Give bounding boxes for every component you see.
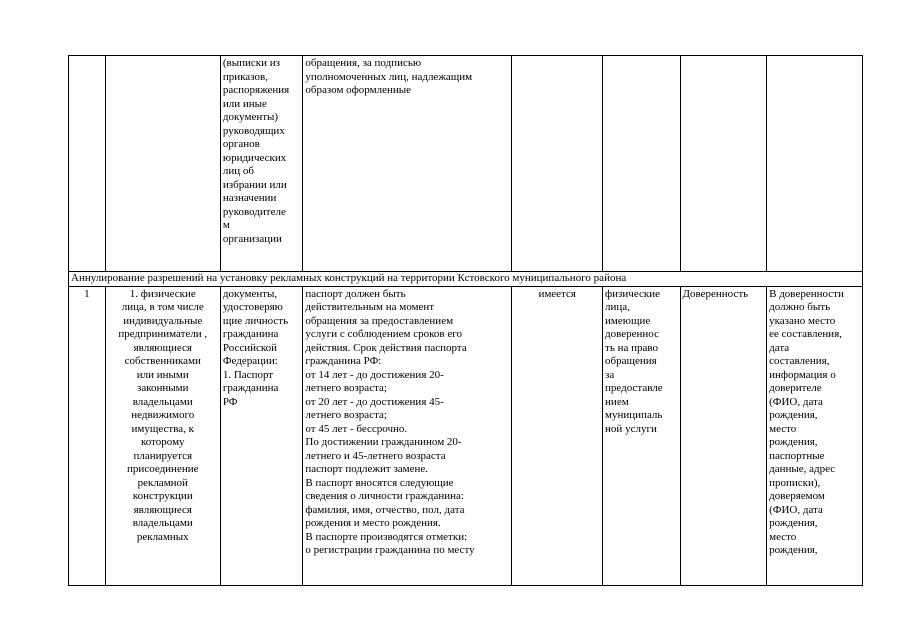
table-cell (69, 56, 106, 272)
table-cell (303, 56, 512, 272)
section-header-row (69, 272, 863, 287)
table-row (69, 56, 863, 272)
passport-requirements: паспорт должен быть действительным на момент обращения за предоставлением услуги с соблюдением сроков его действия. Срок действия паспорта гражданина РФ: от 14 лет - до достижения 20- летнего возраста; от 20 лет - до достижения 45- летнего возраста; от 45 лет - бессрочно. По достижении гражданином 20- летнего и 45-летнего возраста паспорт подлежит замене. В паспорт вносятся следующие сведения о личности гражданина: фамилия, имя, отчество, пол, дата рождения и место рождения. В паспорте производятся отметки: о регистрации гражданина по месту (303, 286, 512, 585)
table-row (69, 286, 863, 585)
table-cell (105, 56, 220, 272)
table-cell (767, 56, 863, 272)
table-cell (680, 56, 767, 272)
authority-document-requirements: В доверенности должно быть указано место ее составления, дата составления, информация о доверителе (ФИО, дата рождения, место рождения, паспортные данные, адрес прописки), доверяемом (ФИО, дата рождения, место рождения, (767, 286, 863, 585)
authorized-persons: физические лица, имеющие довереннос ть на право обращения за предоставле нием муниципаль ной услуги (603, 286, 680, 585)
table-cell (512, 56, 603, 272)
representation-availability: имеется (512, 286, 603, 585)
management-documents-text: (выписки из приказов, распоряжения или иные документы) руководящих органов юридических лиц об избрании или назначении руководителе м организации (222, 57, 290, 245)
row-number: 1 (69, 286, 106, 585)
identity-documents: документы, удостоверяю щие личность гражданина Российской Федерации: 1. Паспорт гражданина РФ (220, 286, 303, 585)
table-cell (220, 56, 303, 272)
applicant-category: 1. физические лица, в том числе индивидуальные предприниматели , являющиеся собственниками или иными законными владельцами недвижимого имущества, к которому планируется присоединение рекламной конструкции являющиеся владельцами рекламных (105, 286, 220, 585)
section-title: Аннулирование разрешений на установку рекламных конструкций на территории Кстовского муниципального района (69, 272, 863, 287)
services-table (68, 55, 863, 586)
authority-document: Доверенность (680, 286, 767, 585)
table-cell (603, 56, 680, 272)
document-requirements-text: обращения, за подписью уполномоченных лиц, надлежащим образом оформленные (305, 57, 473, 96)
